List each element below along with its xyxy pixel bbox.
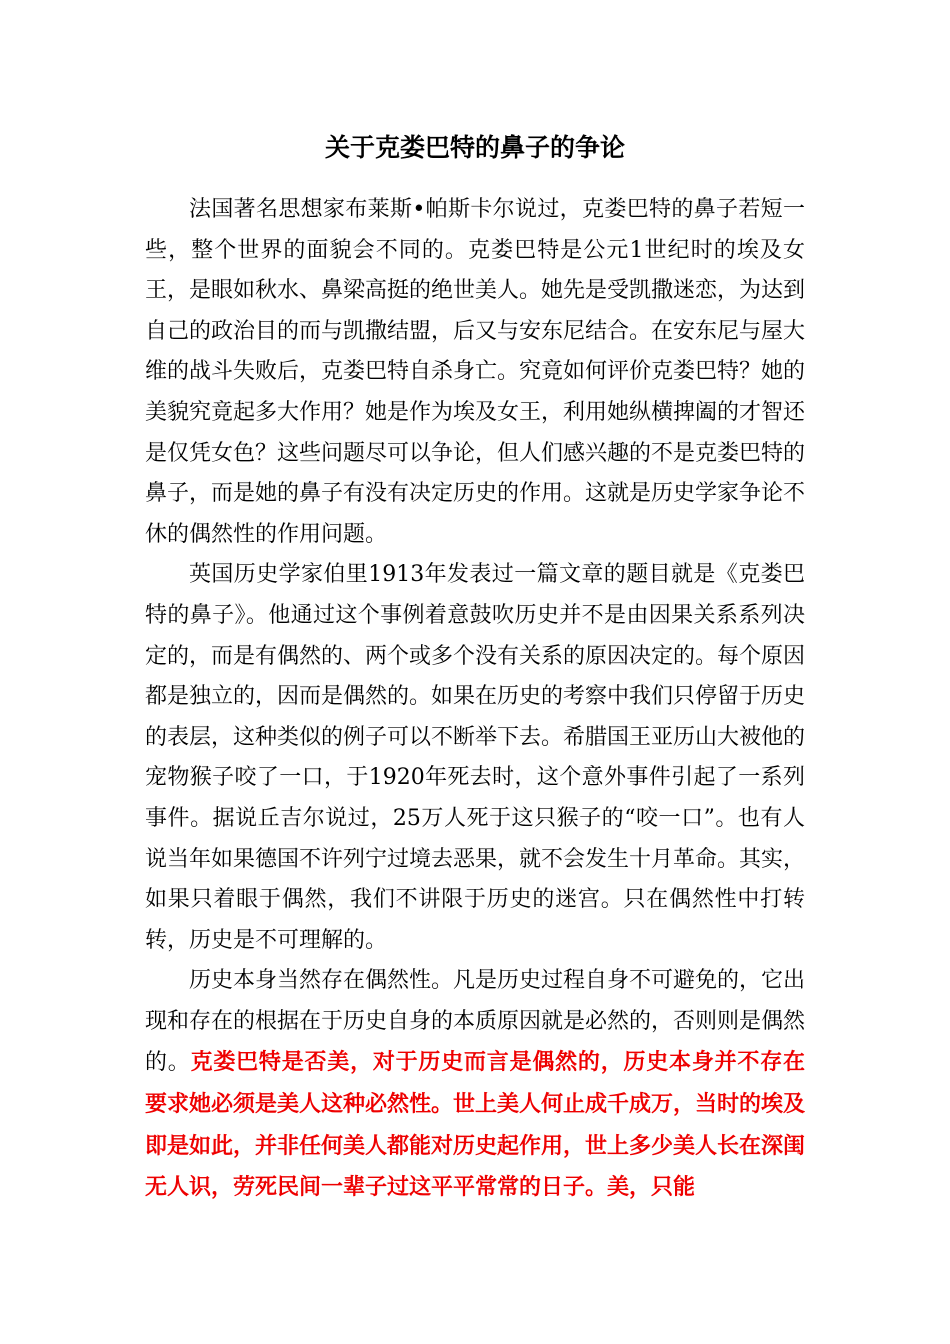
paragraph-3-text: 历史本身当然存在偶然性。凡是历史过程自身不可避免的，它出现和存在的根据在于历史自身的本质原因就是必然的，否则则是偶然的。: [145, 968, 806, 1076]
highlighted-text: 克娄巴特是否美，对于历史而言是偶然的，历史本身并不存在要求她必须是美人这种必然性。世上美人何止成千成万，当时的埃及即是如此，并非任何美人都能对历史起作用，世上多少美人长在深闺无人识，劳死民间一辈子过这平平常常的日子。美，只能: [145, 1049, 806, 1201]
paragraph-3: [145, 961, 805, 1209]
document-title: 关于克娄巴特的鼻子的争论: [324, 133, 625, 162]
paragraph-2: 英国历史学家伯里1913年发表过一篇文章的题目就是《克娄巴特的鼻子》。他通过这个事例着意鼓吹历史并不是由因果关系系列决定的，而是有偶然的、两个或多个没有关系的原因决定的。每个原因都是独立的，因而是偶然的。如果在历史的考察中我们只停留于历史的表层，这种类似的例子可以不断举下去。希腊国王亚历山大被他的宠物猴子咬了一口，于1920年死去时，这个意外事件引起了一系列事件。据说丘吉尔说过，25万人死于这只猴子的“咬一口”。也有人说当年如果德国不许列宁过境去恶果，就不会发生十月革命。其实，如果只着眼于偶然，我们不讲限于历史的迷宫。只在偶然性中打转转，历史是不可理解的。: [145, 562, 806, 953]
document-body: [145, 190, 805, 1209]
paragraph-1: 法国著名思想家布莱斯•帕斯卡尔说过，克娄巴特的鼻子若短一些，整个世界的面貌会不同的。克娄巴特是公元1世纪时的埃及女王，是眼如秋水、鼻梁高挺的绝世美人。她先是受凯撒迷恋，为达到自己的政治目的而与凯撒结盟，后又与安东尼结合。在安东尼与屋大维的战斗失败后，克娄巴特自杀身亡。究竟如何评价克娄巴特？她的美貌究竟起多大作用？她是作为埃及女王，利用她纵横捭阖的才智还是仅凭女色？这些问题尽可以争论，但人们感兴趣的不是克娄巴特的鼻子，而是她的鼻子有没有决定历史的作用。这就是历史学家争论不休的偶然性的作用问题。: [145, 197, 806, 547]
